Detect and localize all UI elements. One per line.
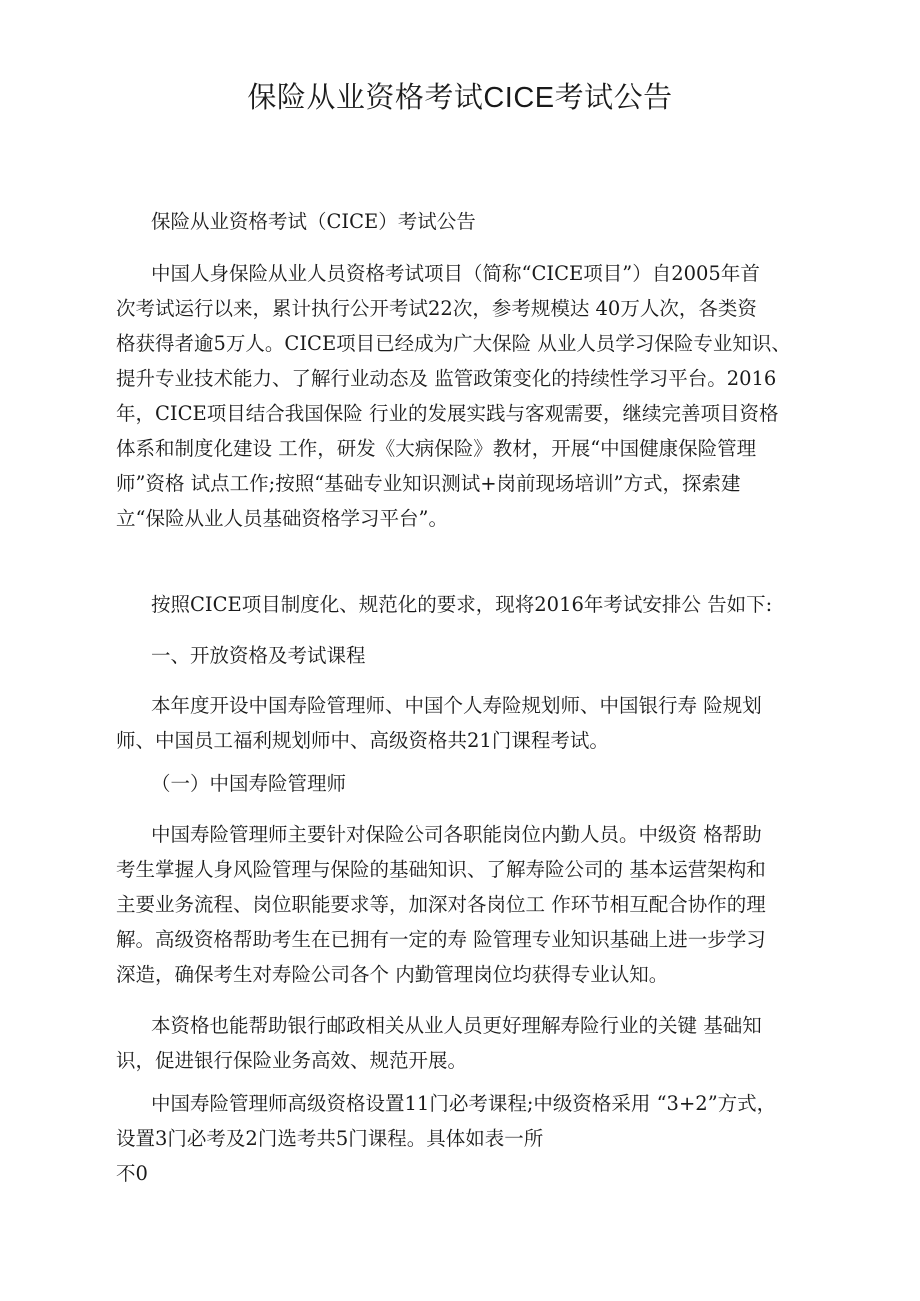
course-line: 不0 [116,1162,148,1185]
document-title: 保险从业资格考试CICE考试公告 [247,82,673,114]
subsection1-paragraph [116,817,766,992]
notice-paragraph: 按照CICE项目制度化、规范化的要求，现将2016年考试安排公 告如下: [151,593,773,616]
bank-line: 识，促进银行保险业务高效、规范开展。 [116,1049,468,1072]
course-line: 中国寿险管理师高级资格设置11门必考课程;中级资格采用 “3+2”方式， [151,1092,777,1115]
intro-line: 师”资格 试点工作;按照“基础专业知识测试+岗前现场培训”方式，探索建 [116,472,741,495]
section1-line: 师、中国员工福利规划师中、高级资格共21门课程考试。 [116,729,609,752]
course-paragraph [116,1086,776,1191]
intro-line: 提升专业技术能力、了解行业动态及 监管政策变化的持续性学习平台。2016 [116,367,777,390]
document-subtitle: 保险从业资格考试（CICE）考试公告 [151,210,476,233]
intro-line: 立“保险从业人员基础资格学习平台”。 [116,507,448,530]
intro-paragraph [116,256,791,536]
course-line: 设置3门必考及2门选考共5门课程。具体如表一所 [116,1127,544,1150]
intro-line: 年，CICE项目结合我国保险 行业的发展实践与客观需要，继续完善项目资格 [116,402,779,425]
section-heading: 一、开放资格及考试课程 [151,644,366,667]
intro-line: 格获得者逾5万人。CICE项目已经成为广大保险 从业人员学习保险专业知识、 [116,332,791,355]
intro-line: 体系和制度化建设 工作，研发《大病保险》教材，开展“中国健康保险管理 [116,437,757,460]
subsection1-line: 深造，确保考生对寿险公司各个 内勤管理岗位均获得专业认知。 [116,963,669,986]
subsection1-line: 考生掌握人身风险管理与保险的基础知识、了解寿险公司的 基本运营架构和 [116,858,766,881]
intro-line: 中国人身保险从业人员资格考试项目（简称“CICE项目”）自2005年首 [151,262,760,285]
section1-paragraph [116,688,762,758]
subsection1-line: 主要业务流程、岗位职能要求等，加深对各岗位工 作环节相互配合协作的理 [116,893,766,916]
subsection1-line: 中国寿险管理师主要针对保险公司各职能岗位内勤人员。中级资 格帮助 [151,823,762,846]
subsection1-line: 解。高级资格帮助考生在已拥有一定的寿 险管理专业知识基础上进一步学习 [116,928,766,951]
intro-line: 次考试运行以来，累计执行公开考试22次，参考规模达 40万人次，各类资 [116,297,757,320]
bank-paragraph [116,1008,762,1078]
subsection-heading: （一）中国寿险管理师 [151,772,347,795]
bank-line: 本资格也能帮助银行邮政相关从业人员更好理解寿险行业的关键 基础知 [151,1014,762,1037]
section1-line: 本年度开设中国寿险管理师、中国个人寿险规划师、中国银行寿 险规划 [151,694,762,717]
